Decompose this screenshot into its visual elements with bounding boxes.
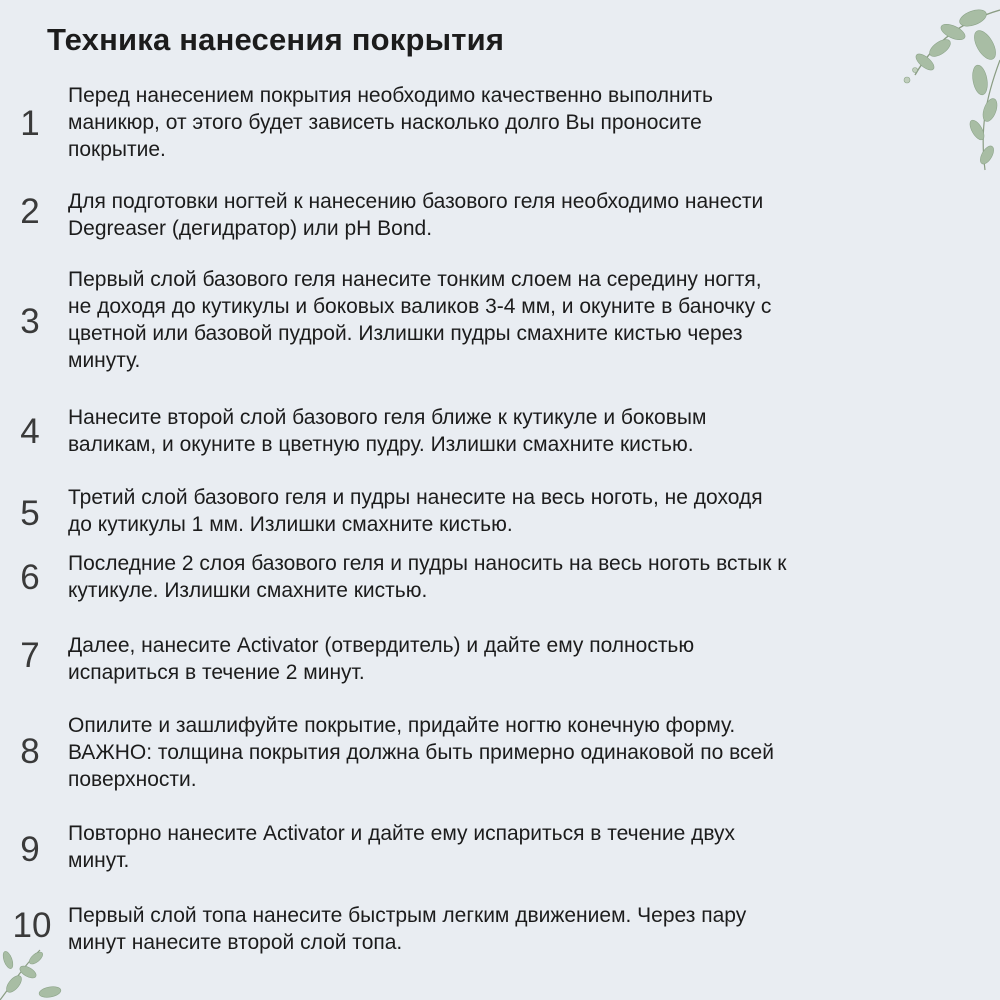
step-text: Повторно нанесите Activator и дайте ему испариться в течение двух минут. — [68, 822, 736, 872]
step-number: 6 — [20, 558, 40, 597]
step-number: 4 — [20, 412, 40, 451]
step-text: Последние 2 слоя базового геля и пудры наносить на весь ноготь встык к кутикуле. Излишки смахните кистью. — [68, 552, 787, 602]
step-number: 8 — [20, 732, 40, 771]
step-number: 7 — [20, 636, 40, 675]
step-number: 2 — [20, 192, 40, 231]
step-text: Далее, нанесите Activator (отвердитель) и дайте ему полностью испариться в течение 2 минут. — [68, 634, 695, 684]
step-text: Первый слой топа нанесите быстрым легким движением. Через пару минут нанесите второй слой топа. — [68, 904, 747, 954]
step-number: 3 — [20, 302, 40, 341]
step-text: Первый слой базового геля нанесите тонким слоем на середину ногтя, не доходя до кутикулы и боковых валиков 3-4 мм, и окуните в баночку с цветной или базовой пудрой. Излишки пудры смахните кистью через минуту. — [68, 268, 772, 372]
step-number: 9 — [20, 830, 40, 869]
step-number: 1 — [20, 104, 40, 143]
step-text: Опилите и зашлифуйте покрытие, придайте ногтю конечную форму. ВАЖНО: толщина покрытия должна быть примерно одинаковой по всей поверхности. — [68, 714, 774, 791]
step-text: Перед нанесением покрытия необходимо качественно выполнить маникюр, от этого будет зависеть насколько долго Вы проносите покрытие. — [68, 84, 713, 161]
step-text: Третий слой базового геля и пудры нанесите на весь ноготь, не доходя до кутикулы 1 мм. Излишки смахните кистью. — [68, 486, 763, 536]
page-title: Техника нанесения покрытия — [47, 22, 505, 57]
step-text: Нанесите второй слой базового геля ближе к кутикуле и боковым валикам, и окуните в цветную пудру. Излишки смахните кистью. — [68, 406, 707, 456]
step-number: 10 — [12, 906, 52, 945]
step-number: 5 — [20, 494, 40, 533]
step-text: Для подготовки ногтей к нанесению базового геля необходимо нанести Degreaser (дегидратор) или pH Bond. — [68, 190, 764, 240]
